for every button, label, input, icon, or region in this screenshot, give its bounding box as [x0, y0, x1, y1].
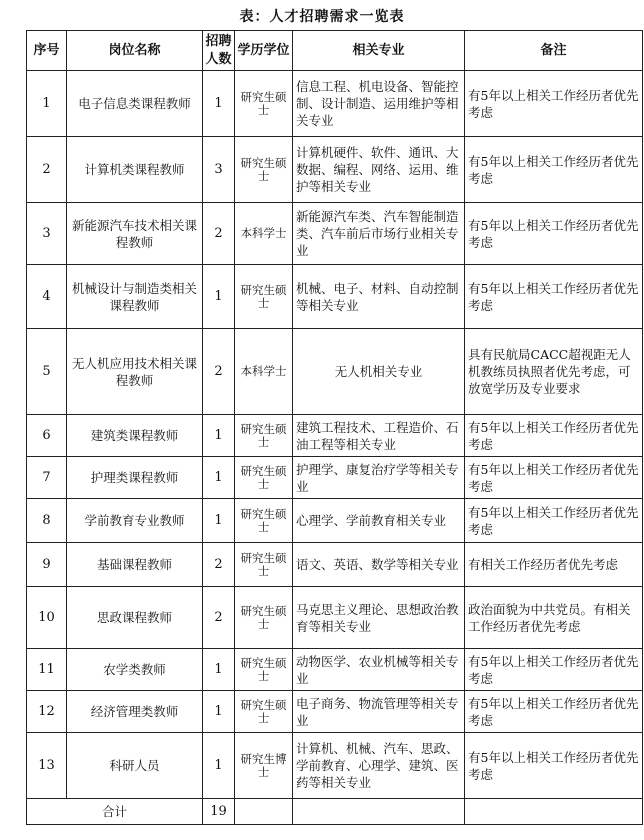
total-empty-note — [465, 799, 643, 825]
cell-edu: 研究生硕士 — [235, 543, 293, 587]
cell-position: 计算机类课程教师 — [67, 137, 203, 203]
cell-note: 有5年以上相关工作经历者优先考虑 — [465, 137, 643, 203]
cell-seq: 3 — [27, 203, 67, 265]
cell-seq: 10 — [27, 587, 67, 649]
table-title: 表：人才招聘需求一览表 — [239, 9, 405, 25]
table-row — [27, 733, 643, 799]
cell-count: 2 — [203, 543, 235, 587]
cell-edu: 研究生硕士 — [235, 587, 293, 649]
cell-note: 政治面貌为中共党员。有相关工作经历者优先考虑 — [465, 587, 643, 649]
cell-seq: 13 — [27, 733, 67, 799]
header-note: 备注 — [465, 31, 643, 71]
cell-position: 无人机应用技术相关课程教师 — [67, 329, 203, 415]
cell-count: 1 — [203, 691, 235, 733]
cell-note: 有5年以上相关工作经历者优先考虑 — [465, 733, 643, 799]
header-seq: 序号 — [27, 31, 67, 71]
cell-edu: 研究生硕士 — [235, 265, 293, 329]
cell-position: 学前教育专业教师 — [67, 499, 203, 543]
cell-count: 2 — [203, 587, 235, 649]
total-empty-major — [293, 799, 465, 825]
table-row — [27, 329, 643, 415]
cell-position: 新能源汽车技术相关课程教师 — [67, 203, 203, 265]
table-row — [27, 457, 643, 499]
cell-edu: 研究生硕士 — [235, 649, 293, 691]
cell-edu: 研究生博士 — [235, 733, 293, 799]
cell-edu: 研究生硕士 — [235, 499, 293, 543]
cell-position: 思政课程教师 — [67, 587, 203, 649]
cell-position: 农学类教师 — [67, 649, 203, 691]
cell-count: 1 — [203, 457, 235, 499]
cell-position: 基础课程教师 — [67, 543, 203, 587]
cell-major: 心理学、学前教育相关专业 — [293, 499, 465, 543]
cell-major: 电子商务、物流管理等相关专业 — [293, 691, 465, 733]
cell-count: 1 — [203, 649, 235, 691]
table-row — [27, 543, 643, 587]
cell-count: 1 — [203, 415, 235, 457]
cell-major: 机械、电子、材料、自动控制等相关专业 — [293, 265, 465, 329]
table-body — [27, 71, 643, 825]
cell-note: 有5年以上相关工作经历者优先考虑 — [465, 203, 643, 265]
cell-count: 3 — [203, 137, 235, 203]
cell-count: 1 — [203, 71, 235, 137]
cell-seq: 11 — [27, 649, 67, 691]
cell-edu: 研究生硕士 — [235, 457, 293, 499]
cell-edu: 研究生硕士 — [235, 691, 293, 733]
cell-seq: 4 — [27, 265, 67, 329]
header-edu: 学历学位 — [235, 31, 293, 71]
table-row — [27, 71, 643, 137]
cell-note: 有5年以上相关工作经历者优先考虑 — [465, 71, 643, 137]
cell-count: 1 — [203, 499, 235, 543]
cell-major: 动物医学、农业机械等相关专业 — [293, 649, 465, 691]
cell-position: 机械设计与制造类相关课程教师 — [67, 265, 203, 329]
header-major: 相关专业 — [293, 31, 465, 71]
cell-count: 1 — [203, 265, 235, 329]
table-row — [27, 137, 643, 203]
cell-note: 有5年以上相关工作经历者优先考虑 — [465, 265, 643, 329]
cell-position: 经济管理类教师 — [67, 691, 203, 733]
cell-count: 2 — [203, 329, 235, 415]
table-row — [27, 691, 643, 733]
cell-note: 有5年以上相关工作经历者优先考虑 — [465, 691, 643, 733]
cell-edu: 研究生硕士 — [235, 415, 293, 457]
cell-note: 有相关工作经历者优先考虑 — [465, 543, 643, 587]
cell-major: 语文、英语、数学等相关专业 — [293, 543, 465, 587]
cell-major: 计算机、机械、汽车、思政、学前教育、心理学、建筑、医药等相关专业 — [293, 733, 465, 799]
cell-major: 护理学、康复治疗学等相关专业 — [293, 457, 465, 499]
cell-position: 科研人员 — [67, 733, 203, 799]
cell-seq: 8 — [27, 499, 67, 543]
cell-edu: 研究生硕士 — [235, 71, 293, 137]
cell-edu: 本科学士 — [235, 203, 293, 265]
cell-seq: 5 — [27, 329, 67, 415]
recruitment-table — [26, 30, 643, 825]
cell-position: 建筑类课程教师 — [67, 415, 203, 457]
table-row — [27, 265, 643, 329]
cell-note: 具有民航局CACC超视距无人机教练员执照者优先考虑，可放宽学历及专业要求 — [465, 329, 643, 415]
cell-seq: 7 — [27, 457, 67, 499]
cell-note: 有5年以上相关工作经历者优先考虑 — [465, 649, 643, 691]
cell-note: 有5年以上相关工作经历者优先考虑 — [465, 457, 643, 499]
total-label: 合计 — [27, 799, 203, 825]
total-row — [27, 799, 643, 825]
cell-major: 马克思主义理论、思想政治教育等相关专业 — [293, 587, 465, 649]
cell-seq: 2 — [27, 137, 67, 203]
table-row — [27, 587, 643, 649]
cell-count: 1 — [203, 733, 235, 799]
total-count: 19 — [203, 799, 235, 825]
cell-seq: 9 — [27, 543, 67, 587]
header-row — [27, 31, 643, 71]
total-empty-edu — [235, 799, 293, 825]
cell-note: 有5年以上相关工作经历者优先考虑 — [465, 499, 643, 543]
cell-major: 新能源汽车类、汽车智能制造类、汽车前后市场行业相关专业 — [293, 203, 465, 265]
cell-major: 计算机硬件、软件、通讯、大数据、编程、网络、运用、维护等相关专业 — [293, 137, 465, 203]
cell-major: 建筑工程技术、工程造价、石油工程等相关专业 — [293, 415, 465, 457]
cell-position: 护理类课程教师 — [67, 457, 203, 499]
table-row — [27, 499, 643, 543]
cell-edu: 本科学士 — [235, 329, 293, 415]
table-row — [27, 415, 643, 457]
header-count: 招聘人数 — [203, 31, 235, 71]
cell-major: 信息工程、机电设备、智能控制、设计制造、运用维护等相关专业 — [293, 71, 465, 137]
cell-position: 电子信息类课程教师 — [67, 71, 203, 137]
cell-seq: 1 — [27, 71, 67, 137]
cell-count: 2 — [203, 203, 235, 265]
cell-seq: 12 — [27, 691, 67, 733]
cell-edu: 研究生硕士 — [235, 137, 293, 203]
table-row — [27, 649, 643, 691]
table-row — [27, 203, 643, 265]
cell-major: 无人机相关专业 — [293, 329, 465, 415]
header-position: 岗位名称 — [67, 31, 203, 71]
cell-note: 有5年以上相关工作经历者优先考虑 — [465, 415, 643, 457]
cell-seq: 6 — [27, 415, 67, 457]
